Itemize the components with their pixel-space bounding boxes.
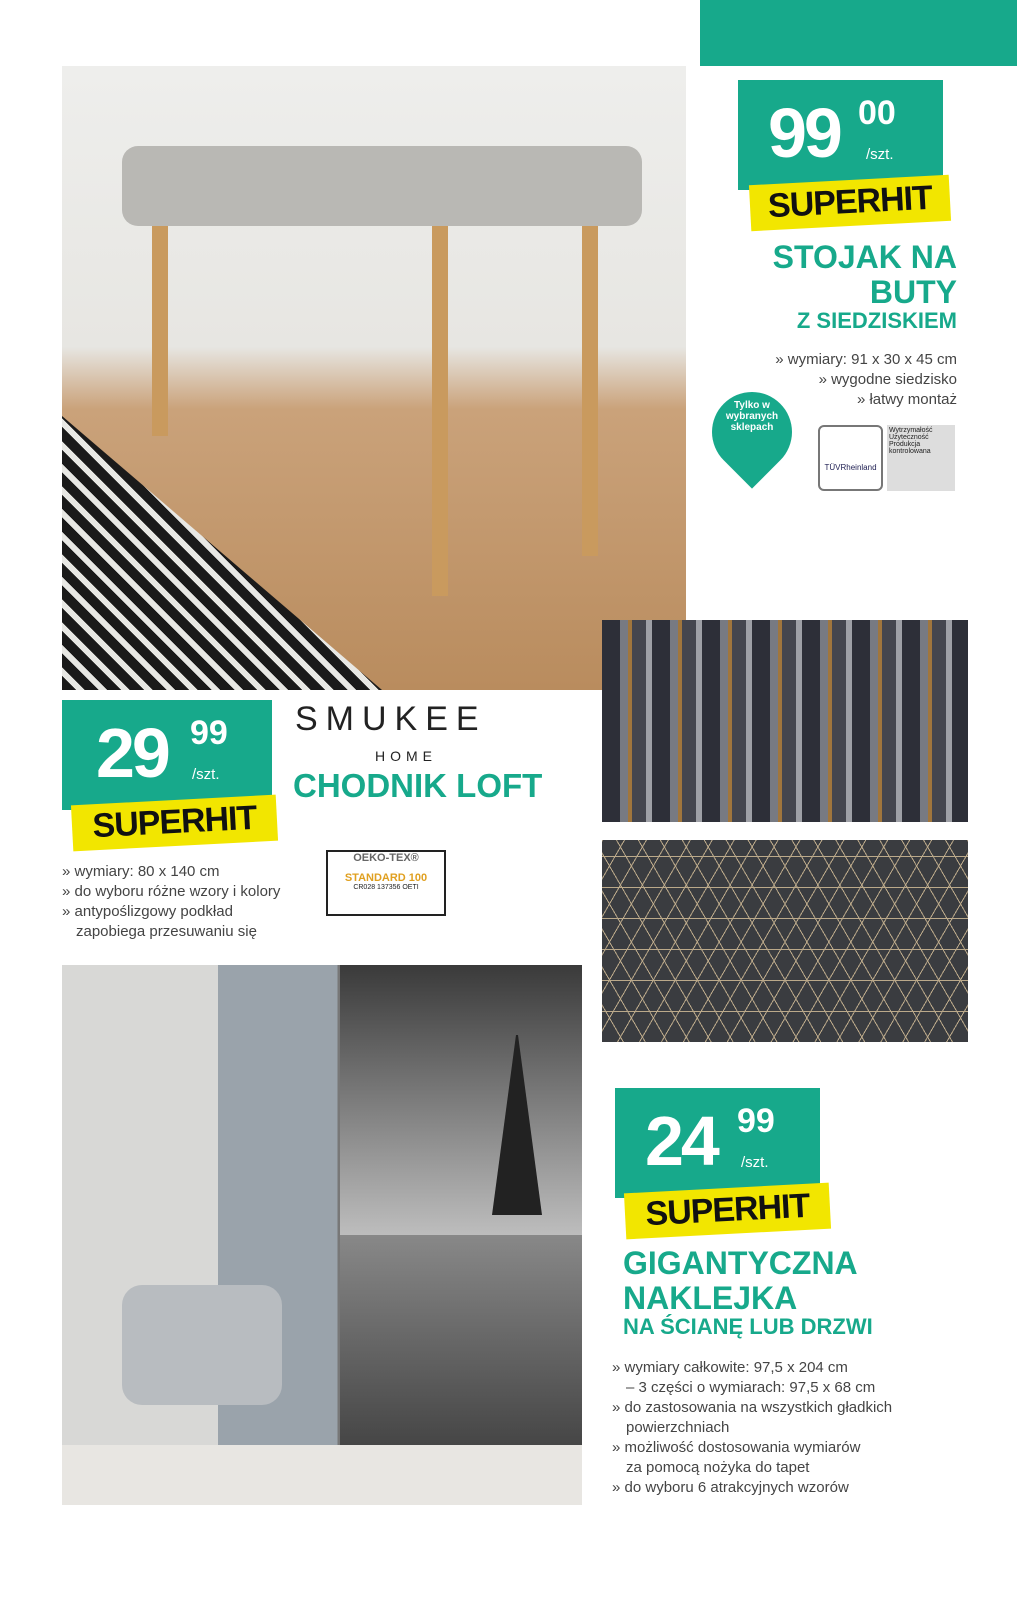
brand-logo: SMUKEE [295,700,487,738]
tuv-logo [818,425,883,491]
bench-leg [582,226,598,556]
bench-leg [432,226,448,596]
feature: » wymiary: 91 x 30 x 45 cm [775,351,957,368]
product-subtitle: NA ŚCIANĘ LUB DRZWI [623,1314,873,1340]
sky [340,965,582,1235]
feature: » możliwość dostosowania wymiarów [612,1439,861,1456]
price-tag: 99 00 /szt. [738,80,943,190]
superhit-badge: SUPERHIT [749,175,951,231]
rug-pattern-photo [602,840,968,1042]
feature: » antypoślizgowy podkład [62,903,233,920]
feature: » wymiary całkowite: 97,5 x 204 cm [612,1359,848,1376]
superhit-badge: SUPERHIT [624,1183,831,1240]
feature: » wymiary: 80 x 140 cm [62,863,220,880]
floor [62,1445,582,1505]
oekotex-code: CR028 137356 OETI [353,884,419,891]
superhit-badge: SUPERHIT [71,795,278,852]
header-band [700,0,1017,66]
product-title: CHODNIK LOFT [293,767,543,804]
oekotex-standard: STANDARD 100 [344,872,428,884]
feature: zapobiega przesuwaniu się [76,923,257,940]
tuv-brand: TÜVRheinland [824,463,877,472]
feature: » do wyboru 6 atrakcyjnych wzorów [612,1479,849,1496]
brand-sub: HOME [375,748,437,764]
oekotex-brand: OEKO-TEX® [353,852,419,864]
price-tag: 29 99 /szt. [62,700,272,810]
feature: powierzchniach [626,1419,730,1436]
product-subtitle: Z SIEDZISKIEM [796,308,957,334]
feature: – 3 części o wymiarach: 97,5 x 68 cm [626,1379,876,1396]
bench-photo [62,66,686,690]
rug-stripes-photo [602,620,968,822]
store-pin-text: Tylko w wybranych sklepach [725,400,779,433]
tuv-text: Wytrzymałość Użyteczność Produkcja kontrolowana [887,425,955,491]
feature: » łatwy montaż [856,391,957,408]
wall-sticker-photo [62,965,582,1505]
price-tag: 24 99 /szt. [615,1088,820,1198]
oekotex-logo [326,850,446,916]
title-line: GIGANTYCZNA [623,1245,858,1281]
feature: » do zastosowania na wszystkich gładkich [612,1399,893,1416]
armchair [122,1285,282,1405]
feature: za pomocą nożyka do tapet [626,1459,810,1476]
title-line: STOJAK NA [772,239,957,275]
feature-list [612,1358,892,1498]
bench-leg [152,226,168,436]
feature-list [775,350,957,410]
title-line: BUTY [869,273,957,310]
feature: » do wyboru różne wzory i kolory [62,883,281,900]
title-line: NAKLEJKA [623,1279,798,1316]
bench-seat [122,146,642,226]
feature: » wygodne siedzisko [818,371,957,388]
product-title [773,240,957,333]
product-title [623,1246,873,1339]
feature-list [62,862,280,942]
rug [62,416,382,690]
